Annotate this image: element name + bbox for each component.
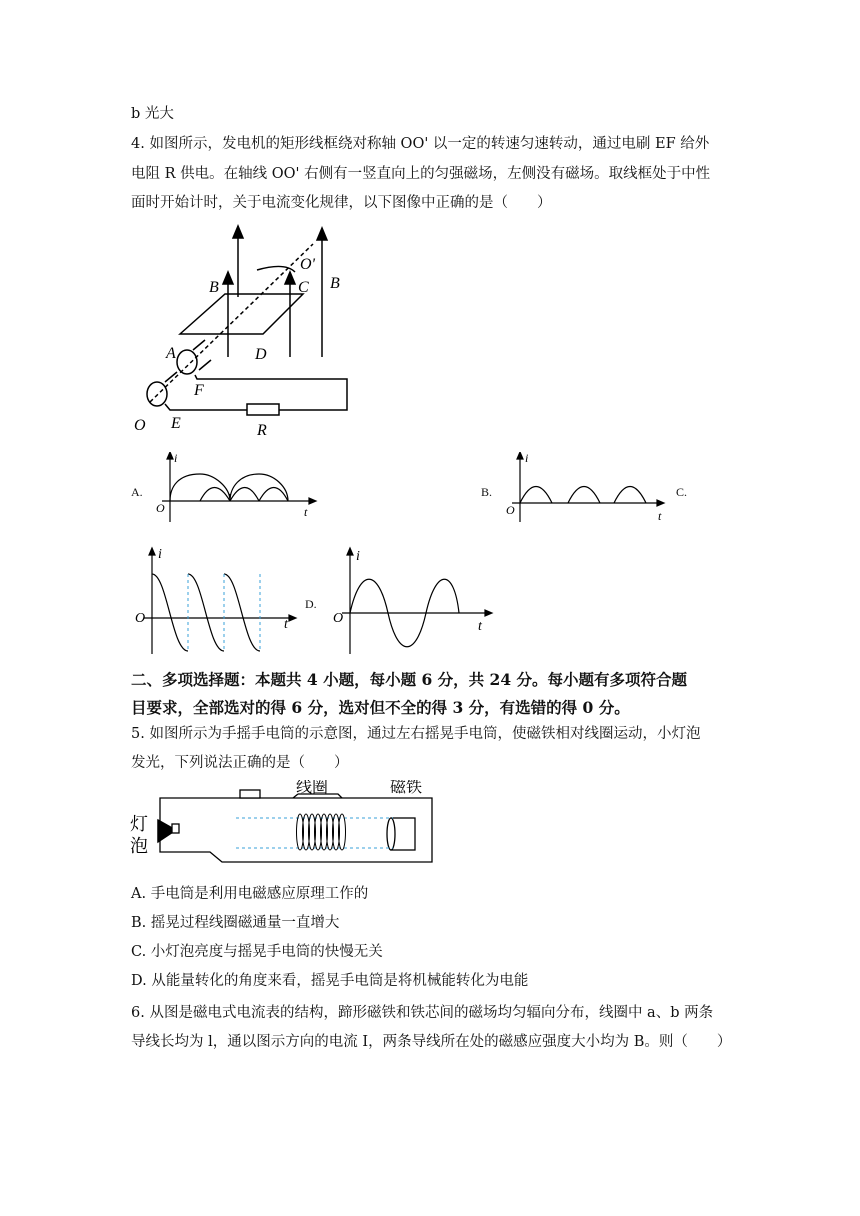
section2-line1: 二、多项选择题：本题共 4 小题，每小题 6 分，共 24 分。每小题有多项符合题: [131, 670, 688, 689]
label-O: O: [134, 417, 146, 434]
q6-line1: 6. 从图是磁电式电流表的结构，蹄形磁铁和铁芯间的磁场均匀辐向分布，线圈中 a、b 两条: [131, 1005, 714, 1021]
q5-option-c: C. 小灯泡亮度与摇晃手电筒的快慢无关: [131, 944, 383, 960]
coil-label: 线圈: [296, 780, 329, 796]
label-A: A: [166, 345, 176, 362]
option-c-label: C.: [676, 485, 688, 499]
q5-option-a: A. 手电筒是利用电磁感应原理工作的: [131, 886, 369, 902]
lamp-label-2: 泡: [130, 836, 148, 856]
graph-c: [132, 546, 302, 656]
q4-line3: 面时开始计时，关于电流变化规律，以下图像中正确的是（ ）: [131, 195, 552, 211]
q5-option-d: D. 从能量转化的角度来看，摇晃手电筒是将机械能转化为电能: [131, 973, 529, 989]
svg-text:t: t: [658, 509, 662, 523]
generator-figure: [125, 222, 365, 442]
magnet-label: 磁铁: [390, 780, 423, 796]
q4-line2: 电阻 R 供电。在轴线 OO' 右侧有一竖直向上的匀强磁场，左侧没有磁场。取线框处于中性: [131, 166, 711, 182]
q5-line2: 发光，下列说法正确的是（ ）: [131, 755, 349, 771]
graph-d: [330, 546, 500, 656]
svg-text:O: O: [135, 611, 146, 626]
flashlight-figure: [128, 780, 448, 870]
q3-tail: b 光大: [131, 106, 174, 122]
label-E: E: [171, 415, 181, 432]
svg-text:O: O: [333, 611, 344, 626]
svg-text:O: O: [506, 503, 515, 517]
q5-option-b: B. 摇晃过程线圈磁通量一直增大: [131, 915, 340, 931]
svg-text:t: t: [478, 619, 482, 634]
label-D: D: [255, 346, 267, 363]
label-R: R: [257, 422, 267, 439]
svg-text:O: O: [156, 501, 165, 515]
graph-b: [500, 452, 670, 527]
label-F: F: [194, 382, 204, 399]
label-C: C: [298, 279, 309, 296]
option-b-label: B.: [481, 485, 493, 499]
q6-line2: 导线长均为 l，通以图示方向的电流 I，两条导线所在处的磁感应强度大小均为 B。则（ ）: [131, 1034, 732, 1050]
svg-text:t: t: [284, 617, 288, 632]
q4-line1: 4. 如图所示，发电机的矩形线框绕对称轴 OO' 以一定的转速匀速转动，通过电刷 EF 给外: [131, 136, 710, 152]
svg-text:i: i: [174, 452, 178, 465]
svg-text:i: i: [525, 452, 529, 465]
label-B-left: B: [209, 279, 219, 296]
svg-text:i: i: [356, 549, 360, 564]
lamp-label-1: 灯: [130, 814, 148, 834]
option-a-label: A.: [131, 485, 143, 499]
option-d-label: D.: [305, 597, 317, 611]
graph-a: [150, 452, 320, 527]
q5-line1: 5. 如图所示为手摇手电筒的示意图，通过左右摇晃手电筒，使磁铁相对线圈运动，小灯泡: [131, 726, 701, 742]
svg-text:i: i: [158, 547, 162, 562]
label-B-right: B: [330, 275, 340, 292]
svg-text:t: t: [304, 505, 308, 519]
section2-line2: 目要求，全部选对的得 6 分，选对但不全的得 3 分，有选错的得 0 分。: [131, 698, 630, 717]
label-O-prime: O': [300, 256, 315, 273]
